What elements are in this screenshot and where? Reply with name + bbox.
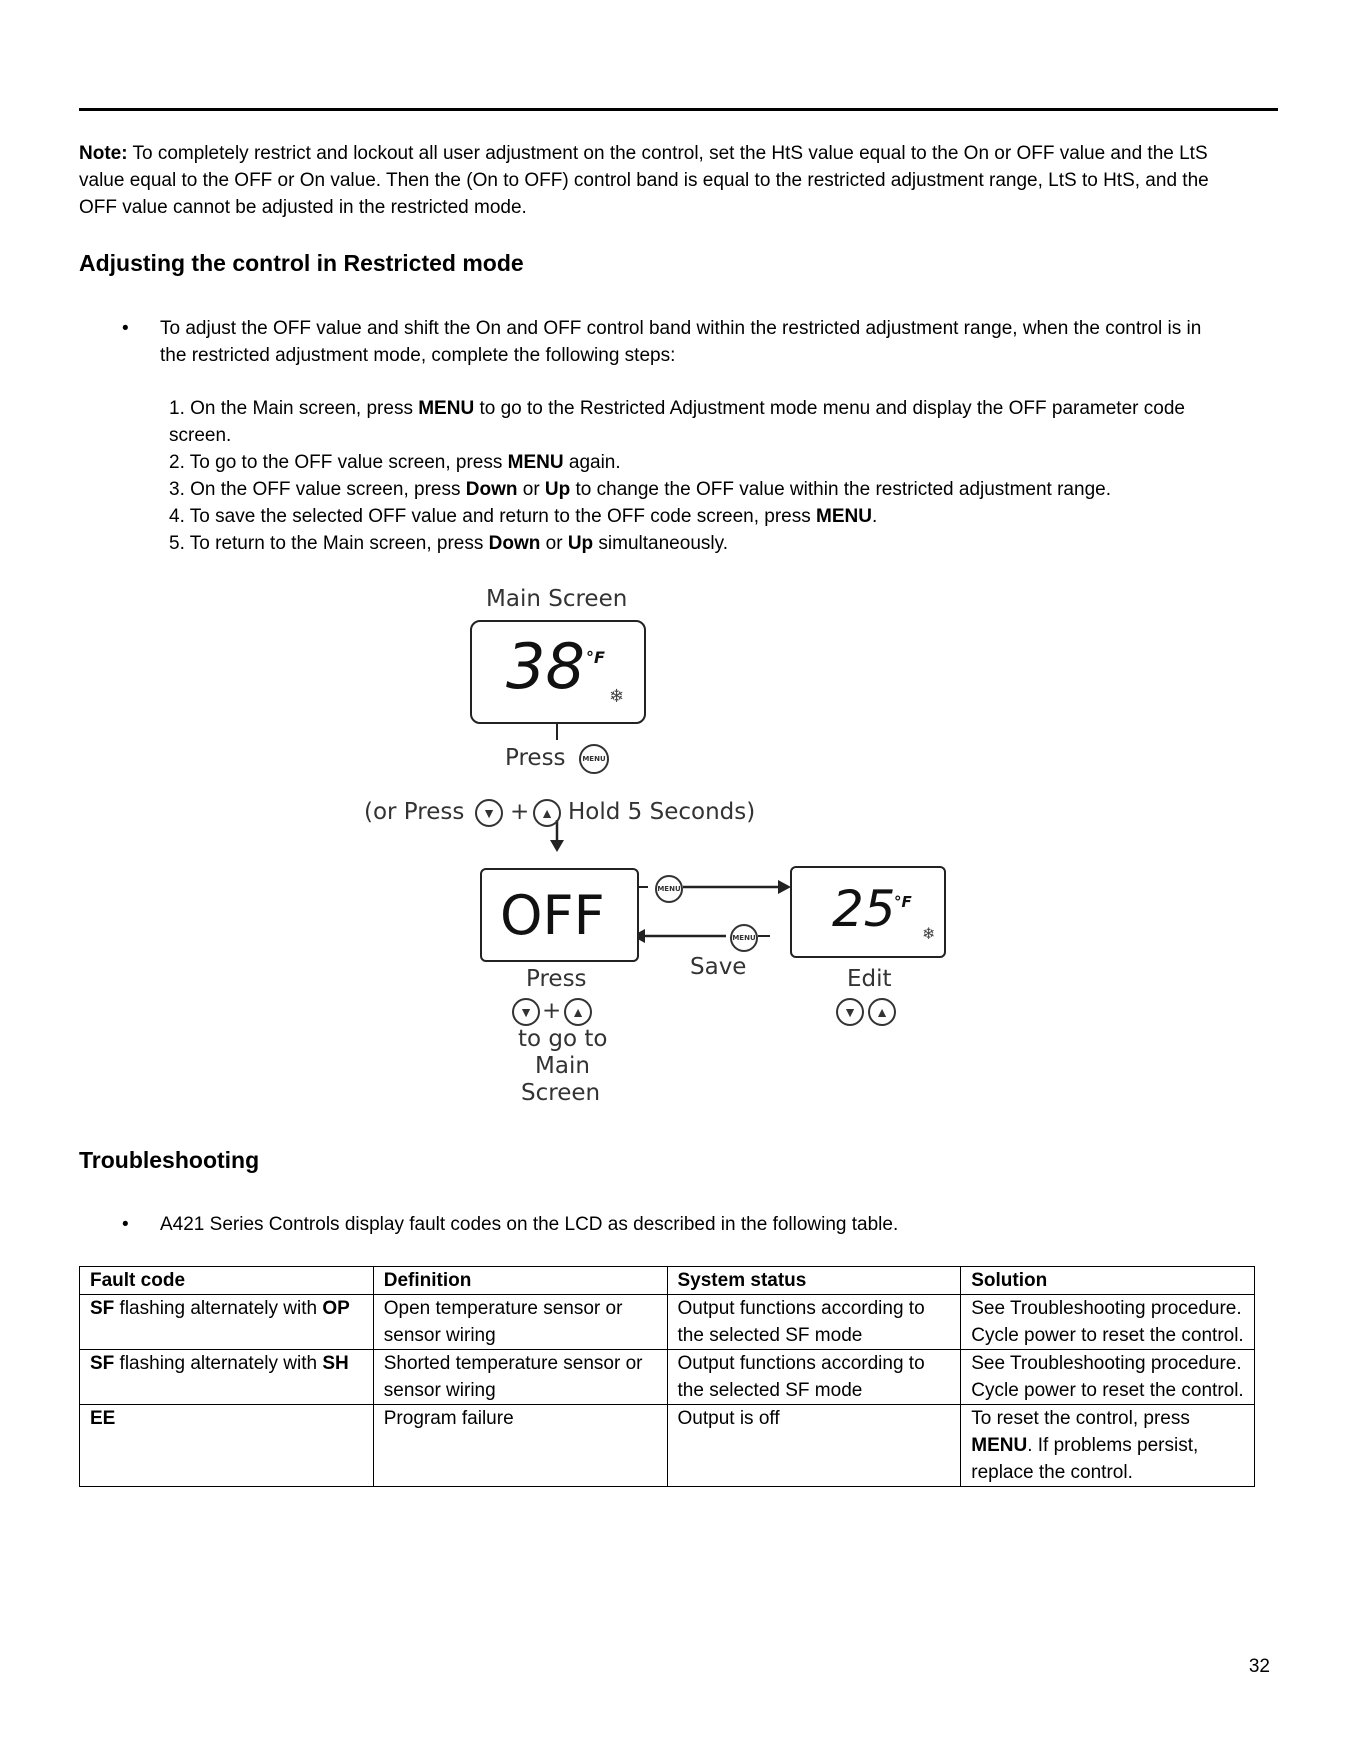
unit-label: °F (586, 648, 605, 667)
edit-label: Edit (847, 966, 892, 992)
or-press-label: (or Press (364, 799, 465, 825)
goto-line: Screen (521, 1080, 601, 1106)
main-temp-value: 38 (506, 630, 585, 703)
column-header: Definition (373, 1267, 667, 1295)
solution-cell: See Troubleshooting procedure. Cycle power to reset the control. (961, 1295, 1255, 1350)
solution-cell: To reset the control, press MENU. If problems persist, replace the control. (961, 1405, 1255, 1487)
bullet-text: To adjust the OFF value and shift the On and OFF control band within the restricted adjustment range, when the control is in the restricted adjustment mode, complete the following steps: (160, 318, 1202, 366)
status-cell: Output is off (667, 1405, 961, 1487)
status-cell: Output functions according to the selected SF mode (667, 1350, 961, 1405)
press-label: Press (505, 745, 566, 771)
table-row (80, 1350, 1255, 1405)
fault-code-cell: SF flashing alternately with OP (80, 1295, 374, 1350)
table-row (80, 1295, 1255, 1350)
bullet-dot-icon: • (122, 1214, 129, 1235)
down-button-icon: ▼ (836, 998, 864, 1026)
section-heading-troubleshooting: Troubleshooting (79, 1147, 260, 1173)
unit-label: °F (894, 893, 912, 911)
menu-button-icon: MENU (730, 924, 758, 952)
down-button-icon: ▼ (512, 998, 540, 1026)
page-number: 32 (1248, 1656, 1270, 1677)
plus-sign: + (542, 998, 562, 1024)
step-item: 2. To go to the OFF value screen, press MENU again. (169, 452, 621, 473)
goto-line: to go to (518, 1026, 608, 1052)
edit-temp-value: 25 (832, 880, 896, 938)
off-screen-display (480, 868, 639, 962)
definition-cell: Program failure (373, 1405, 667, 1487)
column-header: Fault code (80, 1267, 374, 1295)
definition-cell: Shorted temperature sensor or sensor wiring (373, 1350, 667, 1405)
snowflake-icon: ❄ (922, 924, 936, 943)
off-display-text: OFF (500, 884, 605, 947)
table-header-row (80, 1267, 1255, 1295)
table-row (80, 1405, 1255, 1487)
main-screen-label: Main Screen (486, 586, 628, 612)
fault-code-cell: SF flashing alternately with SH (80, 1350, 374, 1405)
step-item: 4. To save the selected OFF value and return to the OFF code screen, press MENU. (169, 506, 878, 527)
diagram-arrows (350, 582, 970, 1112)
bullet-dot-icon: • (122, 318, 129, 339)
step-item: 5. To return to the Main screen, press Down or Up simultaneously. (169, 533, 728, 554)
column-header: Solution (961, 1267, 1255, 1295)
step-item: 1. On the Main screen, press MENU to go to the Restricted Adjustment mode menu and display the OFF parameter code screen. (169, 398, 1185, 446)
press-label-2: Press (526, 966, 587, 992)
snowflake-icon: ❄ (609, 686, 625, 707)
goto-line: Main (535, 1053, 590, 1079)
solution-cell: See Troubleshooting procedure. Cycle power to reset the control. (961, 1350, 1255, 1405)
up-button-icon: ▲ (533, 799, 561, 827)
note-label: Note: (79, 143, 128, 164)
fault-code-cell: EE (80, 1405, 374, 1487)
section-heading-adjust: Adjusting the control in Restricted mode (79, 250, 524, 276)
note-text: To completely restrict and lockout all user adjustment on the control, set the HtS value equal to the On or OFF value and the LtS value equal to the OFF or On value. Then the (On to OFF) control band is equal to the restricted adjustment range, LtS to HtS, and the OFF value cannot be adjusted in the restricted mode. (79, 143, 1209, 218)
hold-label: Hold 5 Seconds) (568, 799, 756, 825)
fault-code-table-wrapper (79, 1266, 1255, 1487)
restricted-mode-diagram (350, 582, 970, 1112)
column-header: System status (667, 1267, 961, 1295)
definition-cell: Open temperature sensor or sensor wiring (373, 1295, 667, 1350)
fault-code-table (79, 1266, 1255, 1487)
status-cell: Output functions according to the selected SF mode (667, 1295, 961, 1350)
plus-sign: + (510, 799, 530, 825)
up-button-icon: ▲ (868, 998, 896, 1026)
top-rule (79, 108, 1278, 111)
step-item: 3. On the OFF value screen, press Down or Up to change the OFF value within the restricted adjustment range. (169, 479, 1111, 500)
edit-screen-display (790, 866, 946, 958)
steps-list (169, 395, 1229, 557)
down-button-icon: ▼ (475, 799, 503, 827)
note-paragraph (79, 140, 1249, 221)
menu-button-icon: MENU (579, 744, 609, 774)
menu-button-icon: MENU (655, 875, 683, 903)
save-label: Save (690, 954, 747, 980)
bullet-text: A421 Series Controls display fault codes on the LCD as described in the following table. (160, 1214, 899, 1235)
up-button-icon: ▲ (564, 998, 592, 1026)
